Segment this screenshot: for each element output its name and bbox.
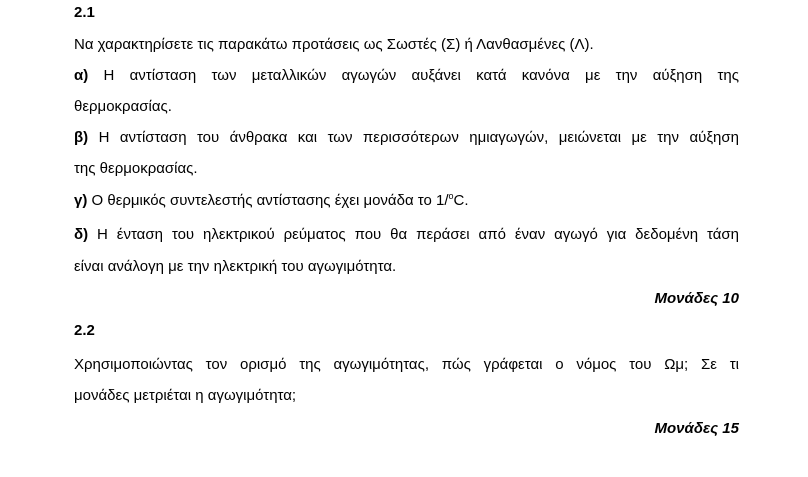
item-beta-line-1 xyxy=(74,129,739,147)
section-2-1-units: Μονάδες 10 xyxy=(654,290,739,307)
section-2-2-line-2: μονάδες μετριέται η αγωγιμότητα; xyxy=(74,387,297,404)
section-2-1-intro: Να χαρακτηρίσετε τις παρακάτω προτάσεις ως Σωστές (Σ) ή Λανθασμένες (Λ). xyxy=(74,36,594,53)
item-gamma-text-before: Ο θερμικός συντελεστής αντίστασης έχει μονάδα το 1/ xyxy=(91,192,449,209)
item-delta-line-1 xyxy=(74,226,739,244)
item-gamma-text-after: C. xyxy=(453,192,469,209)
degree-superscript: o xyxy=(448,191,454,201)
item-alpha-line-2: θερμοκρασίας. xyxy=(74,98,172,115)
item-beta-text-1: Η αντίσταση του άνθρακα και των περισσότερων ημιαγωγών, μειώνεται με την αύξηση xyxy=(98,129,739,146)
item-alpha-line-1 xyxy=(74,67,739,85)
item-alpha-text-1: Η αντίσταση των μεταλλικών αγωγών αυξάνει κατά κανόνα με την αύξηση της xyxy=(103,67,739,84)
item-delta-label: δ) xyxy=(74,226,89,243)
section-2-1-heading: 2.1 xyxy=(74,4,95,21)
section-2-2-heading: 2.2 xyxy=(74,322,95,339)
section-2-2-line-1: Χρησιμοποιώντας τον ορισμό της αγωγιμότητας, πώς γράφεται ο νόμος του Ωμ; Σε τι xyxy=(74,356,739,373)
item-gamma-label: γ) xyxy=(74,192,88,209)
item-delta-line-2: είναι ανάλογη με την ηλεκτρική του αγωγιμότητα. xyxy=(74,258,397,275)
item-gamma-text xyxy=(92,192,469,209)
item-delta-text-1: Η ένταση του ηλεκτρικού ρεύματος που θα περάσει από έναν αγωγό για δεδομένη τάση xyxy=(97,226,739,243)
section-2-2-units: Μονάδες 15 xyxy=(654,420,739,437)
item-beta-label: β) xyxy=(74,129,89,146)
item-gamma-line xyxy=(74,192,739,210)
item-beta-line-2: της θερμοκρασίας. xyxy=(74,160,198,177)
item-alpha-label: α) xyxy=(74,67,89,84)
